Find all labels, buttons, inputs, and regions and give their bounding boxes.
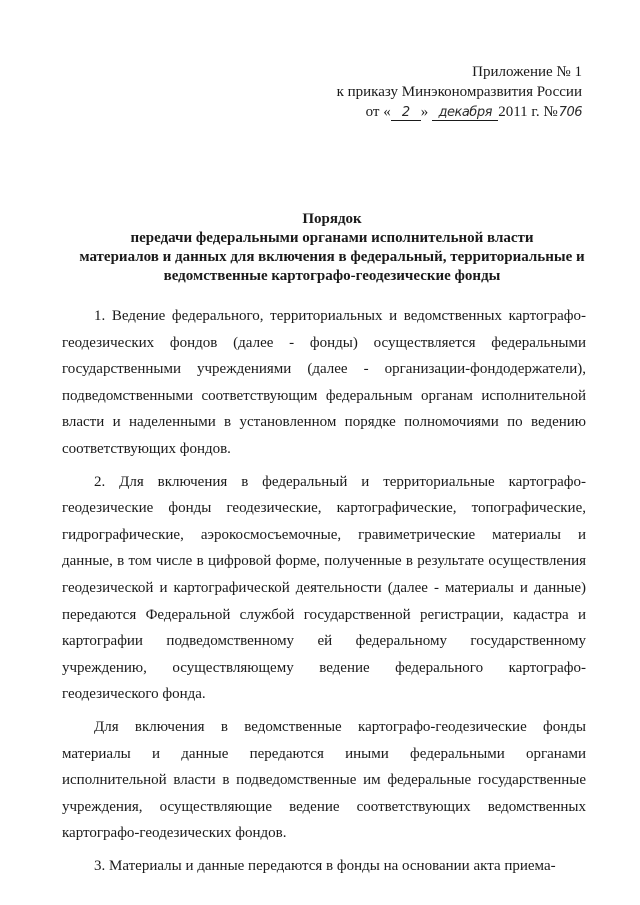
handwritten-order-number: 706 (558, 105, 582, 120)
document-body (62, 303, 586, 885)
heading-line-2: материалов и данных для включения в федеральный, территориальные и (79, 249, 585, 265)
annex-date-line (337, 102, 582, 123)
annex-order-reference: к приказу Минэкономразвития России (336, 84, 582, 100)
annex-header (337, 62, 582, 123)
paragraph-4: 3. Материалы и данные передаются в фонды на основании акта приема- (94, 857, 556, 874)
paragraph-2: 2. Для включения в федеральный и территориальные картографо-геодезические фонды геодезические, картографические, топографические, гидрографические, аэрокосмосъемочные, гравиметрические материалы и данные, в том числе в цифровой форме, полученные в результате осуществления геодезической и картографической деятельности (далее - материалы и данные) передаются Федеральной службой государственной регистрации, кадастра и картографии подведомственному ей федеральному государственному учреждению, осуществляющему ведение федерального картографо-геодезического фонда. (62, 473, 586, 703)
heading-line-3: ведомственные картографо-геодезические фонды (163, 268, 501, 284)
heading-line-1: передачи федеральными органами исполнительной власти (130, 230, 534, 246)
annex-title: Приложение № 1 (472, 64, 582, 80)
paragraph-3: Для включения в ведомственные картографо-геодезические фонды материалы и данные передаются иными федеральными органами исполнительной власти в подведомственные им федеральные государственные учреждения, осуществляющие ведение соответствующих ведомственных картографо-геодезических фондов. (62, 718, 586, 842)
heading-title: Порядок (302, 211, 362, 227)
handwritten-month: декабря (432, 105, 498, 121)
date-year: 2011 г. № (498, 104, 558, 120)
handwritten-day: 2 (391, 105, 421, 121)
paragraph-1: 1. Ведение федерального, территориальных и ведомственных картографо-геодезических фондов (далее - фонды) осуществляется федеральными государственными учреждениями (далее - организации-фондодержатели), подведомственными соответствующим федеральным органам исполнительной власти и наделенными в установленном порядке полномочиями по ведению соответствующих фондов. (62, 308, 586, 457)
date-quote-close: » (420, 104, 429, 120)
document-heading (48, 210, 616, 286)
date-prefix: от « (365, 104, 391, 120)
